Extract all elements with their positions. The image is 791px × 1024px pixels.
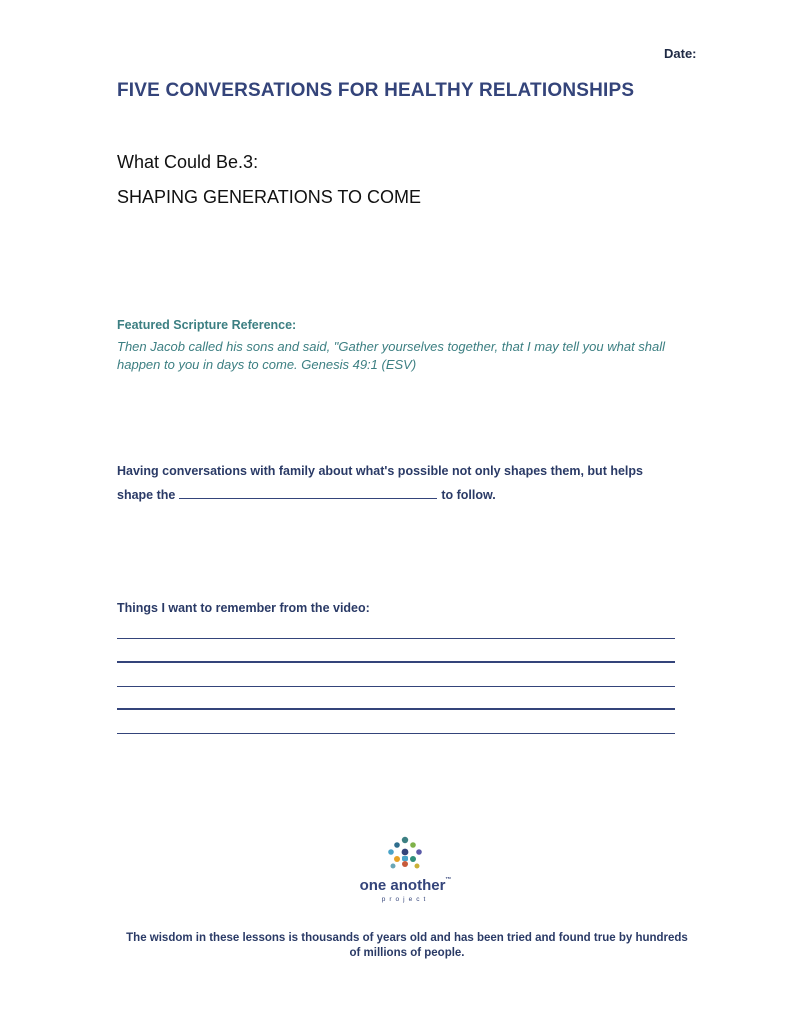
note-line-2[interactable] (117, 661, 675, 663)
fill-in-line-2 (117, 483, 717, 507)
brand-name (340, 877, 471, 894)
scripture-label: Featured Scripture Reference: (117, 318, 297, 332)
fill-in-before: shape the (117, 488, 176, 502)
note-line-3[interactable] (117, 686, 675, 687)
date-label: Date: (664, 46, 697, 61)
one-another-logo-icon (385, 835, 425, 875)
footer-text: The wisdom in these lessons is thousands of years old and has been tried and found true by hundreds of millions of people. (126, 932, 688, 959)
fill-in-paragraph (117, 459, 717, 507)
lesson-label: What Could Be.3: (117, 152, 259, 172)
brand-subtitle: project (381, 896, 430, 903)
page-title: FIVE CONVERSATIONS FOR HEALTHY RELATIONSHIPS (117, 80, 635, 101)
fill-in-blank[interactable] (179, 485, 437, 499)
brand-name-text: one another (359, 877, 446, 894)
notes-label: Things I want to remember from the video: (117, 601, 370, 615)
lesson-name: SHAPING GENERATIONS TO COME (117, 187, 422, 207)
fill-in-line-1: Having conversations with family about what's possible not only shapes them, but helps (117, 464, 643, 478)
note-line-4[interactable] (117, 708, 675, 710)
fill-in-after: to follow. (441, 488, 496, 502)
note-line-5[interactable] (117, 733, 675, 734)
note-line-1[interactable] (117, 638, 675, 639)
scripture-text: Then Jacob called his sons and said, "Gather yourselves together, that I may tell you what shall happen to you in days to come. Genesis 49:1 (ESV) (117, 339, 666, 372)
brand-tm: ™ (445, 877, 452, 883)
